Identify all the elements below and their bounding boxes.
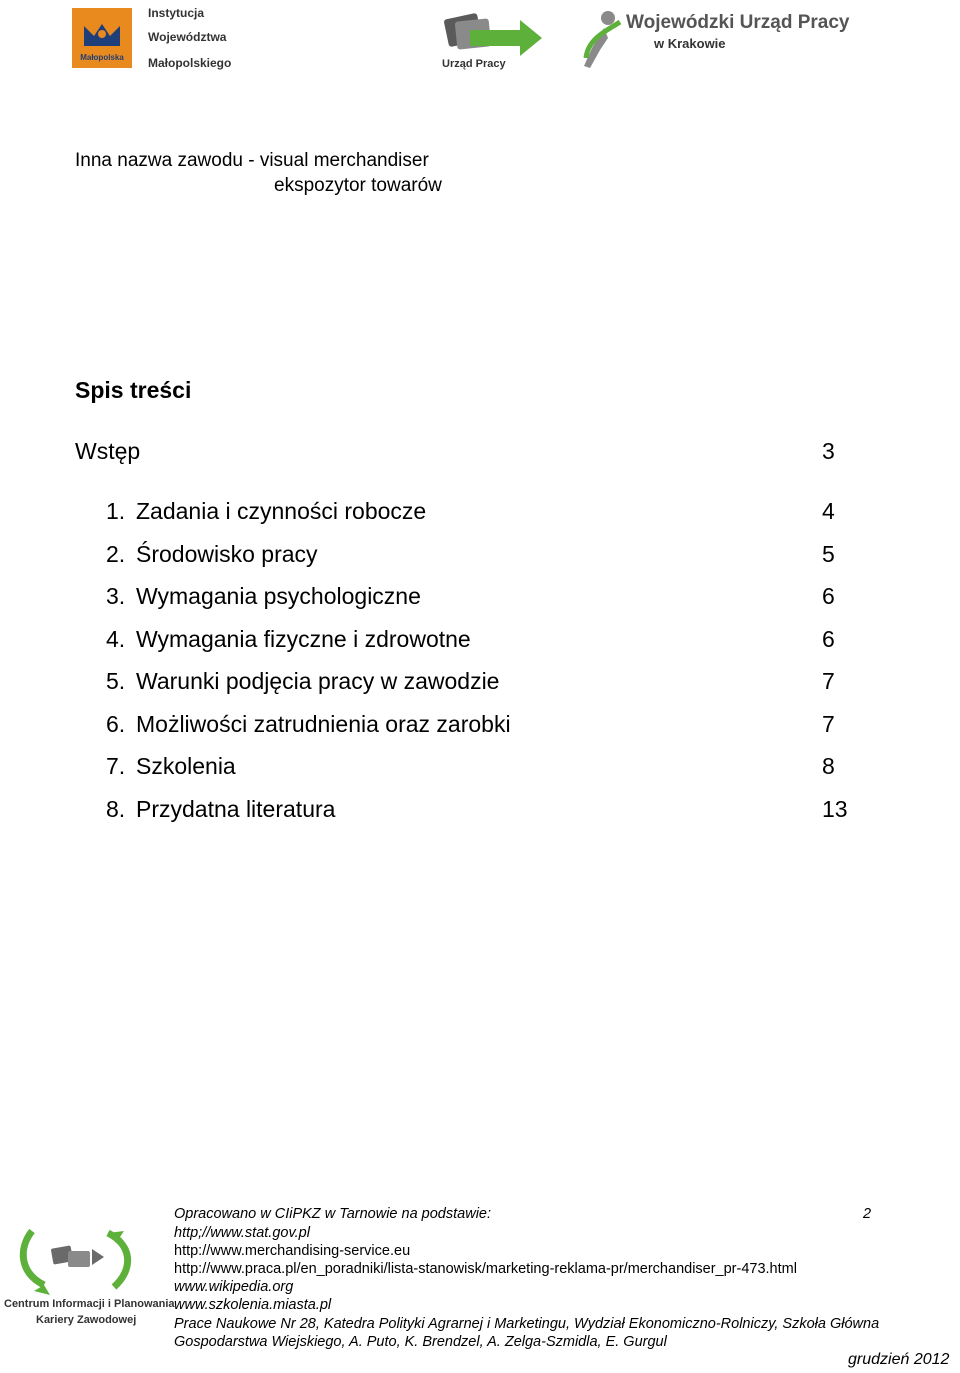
toc-item-page: 13 (822, 796, 848, 822)
toc-item-page: 7 (822, 668, 835, 694)
toc-item-label: Przydatna literatura (136, 796, 336, 822)
malopolska-emblem (72, 8, 132, 68)
toc-item-label: Wymagania psychologiczne (136, 583, 421, 609)
toc-title: Spis treści (75, 377, 192, 403)
toc-intro-label: Wstęp (75, 438, 141, 464)
ciipkz-logo (4, 1225, 175, 1335)
wup-subtitle: w Krakowie (654, 36, 726, 51)
toc-item-number: 8. (106, 796, 126, 822)
alt-name-line1: Inna nazwa zawodu - visual merchandiser (75, 150, 429, 171)
toc-item (0, 753, 960, 783)
urzad-pracy-arrow-icon (440, 8, 550, 58)
logo1-line1: Instytucja (148, 6, 205, 20)
toc-item-page: 6 (822, 583, 835, 609)
toc-item (0, 796, 960, 826)
footer-source-7: Gospodarstwa Wiejskiego, A. Puto, K. Brendzel, A. Zelga-Szmidla, E. Gurgul (174, 1334, 667, 1350)
ciipkz-arrows-icon (4, 1225, 164, 1303)
toc-item (0, 711, 960, 741)
logo1-line3: Małopolskiego (148, 56, 232, 70)
ciipkz-logo-line1: Centrum Informacji i Planowania (4, 1298, 175, 1310)
wup-title: Wojewódzki Urząd Pracy (626, 12, 850, 33)
ciipkz-logo-line2: Kariery Zawodowej (36, 1314, 137, 1326)
toc-item-label: Zadania i czynności robocze (136, 498, 427, 524)
footer-source-6: Prace Naukowe Nr 28, Katedra Polityki Agrarnej i Marketingu, Wydział Ekonomiczno-Rolniczy, Szkoła Główna (174, 1316, 880, 1332)
toc-item-label: Wymagania fizyczne i zdrowotne (136, 626, 471, 652)
page-number: 2 (863, 1206, 872, 1222)
footer-source-2: http://www.merchandising-service.eu (174, 1243, 411, 1259)
toc-item-label: Możliwości zatrudnienia oraz zarobki (136, 711, 511, 737)
toc-item-number: 4. (106, 626, 126, 652)
toc-item-label: Środowisko pracy (136, 541, 318, 567)
footer-source-heading: Opracowano w CIiPKZ w Tarnowie na podstawie: (174, 1206, 492, 1222)
toc-item (0, 498, 960, 528)
toc-item-page: 5 (822, 541, 835, 567)
toc-item-number: 2. (106, 541, 126, 567)
footer-date: grudzień 2012 (848, 1351, 950, 1368)
footer-source-5: www.szkolenia.miasta.pl (174, 1297, 332, 1313)
urzad-pracy-logo (440, 8, 550, 74)
toc-item-label: Szkolenia (136, 753, 236, 779)
toc-item-number: 1. (106, 498, 126, 524)
toc-row-intro (0, 438, 960, 468)
toc-item (0, 626, 960, 656)
toc-item-page: 4 (822, 498, 835, 524)
malopolska-badge-text: Małopolska (80, 53, 124, 62)
toc-item-page: 8 (822, 753, 835, 779)
toc-item (0, 583, 960, 613)
toc-item-page: 6 (822, 626, 835, 652)
wup-figure-icon (578, 8, 624, 70)
urzad-pracy-label: Urząd Pracy (442, 58, 506, 70)
wup-logo (578, 6, 878, 70)
footer-source-3: http://www.praca.pl/en_poradniki/lista-stanowisk/marketing-reklama-pr/merchandiser_pr-473.html (174, 1261, 797, 1277)
alt-name-line2: ekspozytor towarów (274, 175, 442, 196)
malopolska-logo (72, 8, 242, 72)
toc-item (0, 668, 960, 698)
toc-item-number: 6. (106, 711, 126, 737)
toc-intro-page: 3 (822, 438, 835, 464)
logo1-line2: Województwa (148, 30, 227, 44)
toc-item (0, 541, 960, 571)
toc-item-number: 5. (106, 668, 126, 694)
toc-item-page: 7 (822, 711, 835, 737)
toc-item-number: 3. (106, 583, 126, 609)
footer-source-4: www.wikipedia.org (174, 1279, 294, 1295)
toc-item-label: Warunki podjęcia pracy w zawodzie (136, 668, 500, 694)
toc-item-number: 7. (106, 753, 126, 779)
footer-source-1: http;//www.stat.gov.pl (174, 1225, 310, 1241)
